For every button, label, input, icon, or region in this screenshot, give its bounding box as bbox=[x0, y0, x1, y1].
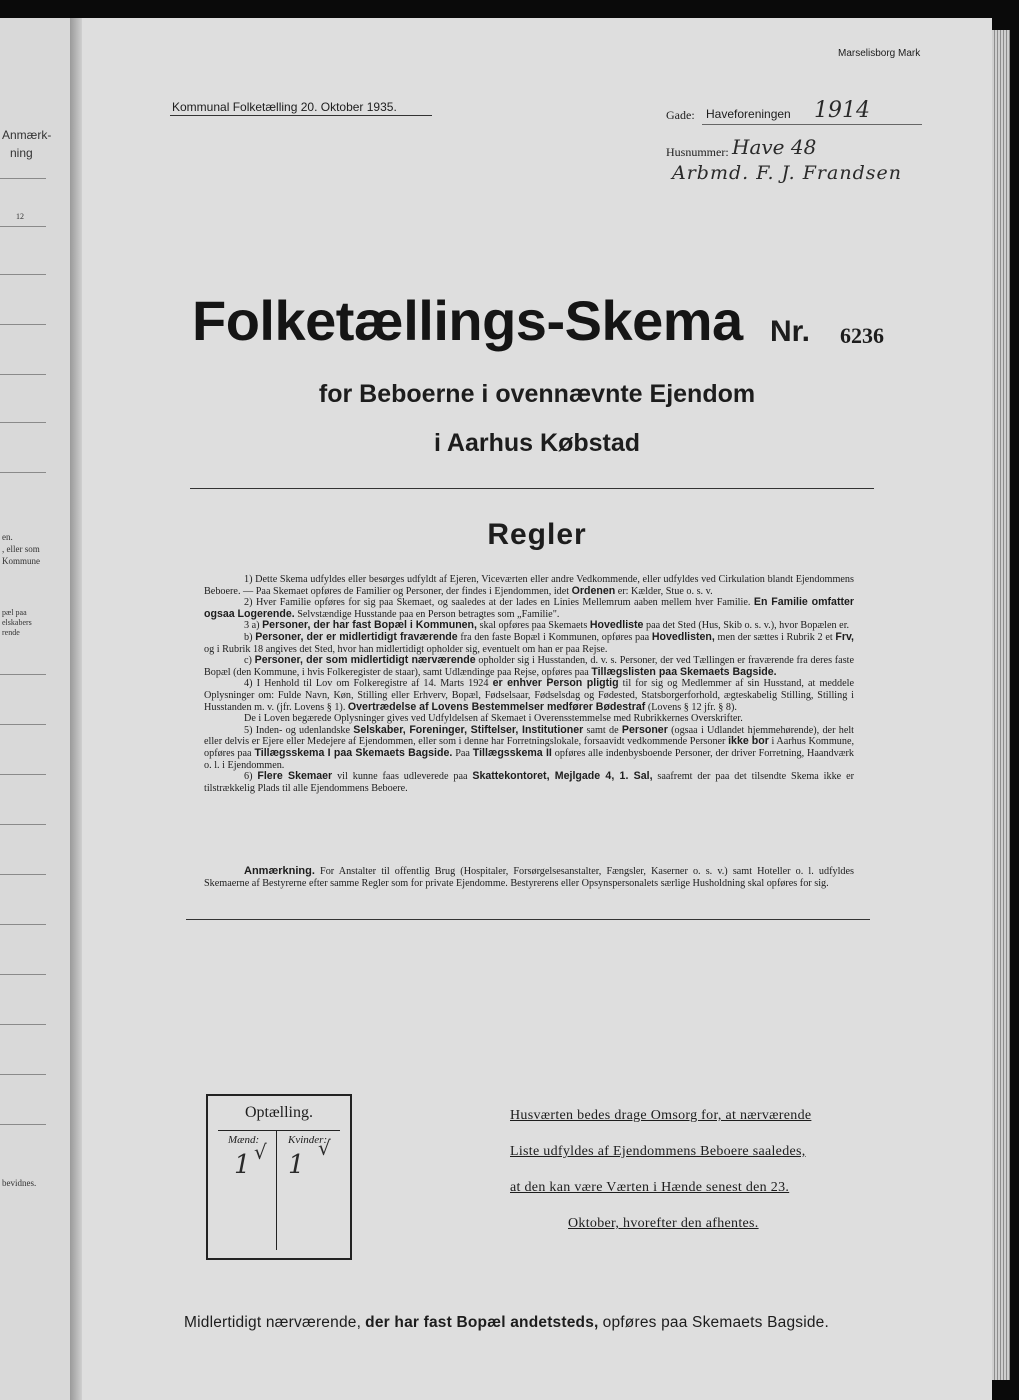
remark-label: Anmærkning. bbox=[244, 865, 315, 877]
census-heading-underline bbox=[170, 115, 432, 116]
district-label: Marselisborg Mark bbox=[838, 48, 921, 59]
footer-part-3: opføres paa Skemaets Bagside. bbox=[602, 1314, 830, 1331]
left-rule bbox=[0, 374, 46, 375]
notice-line-3: at den kan være Værten i Hænde senest den 23. bbox=[510, 1180, 790, 1195]
left-fragment-4: pæl paa bbox=[2, 608, 27, 617]
footer-part-2: der har fast Bopæl andetsteds, bbox=[365, 1314, 599, 1331]
remark-text: For Anstalter til offentlig Brug (Hospitaler, Forsørgelsesanstalter, Fængsler, Kaserner o. s. v.) samt Hoteller o. l. udfyldes Skemaerne af Bestyrerne efter samme Regler som for private Ejendomme. Bestyrerens eller Opsynspersonalets særlige Husholdning skal opføres for sig. bbox=[204, 866, 854, 889]
notice-line-2: Liste udfyldes af Ejendommens Beboere saaledes, bbox=[510, 1144, 806, 1159]
left-fragment-1: en. bbox=[2, 532, 13, 542]
left-anmaerkning-2: ning bbox=[10, 146, 33, 160]
left-rule bbox=[0, 274, 46, 275]
left-rule bbox=[0, 178, 46, 179]
left-page-number: 12 bbox=[16, 212, 24, 221]
left-rule bbox=[0, 226, 46, 227]
form-number: 6236 bbox=[840, 323, 884, 348]
rule-3b: b) Personer, der er midlertidigt fraværende fra den faste Bopæl i Kommunen, opføres paa Hovedlisten, men der sættes i Rubrik 2 et Frv, og i Rubrik 18 angives det Sted, hvor han midlertidigt opholder sig, eventuelt om han er paa Rejse. bbox=[204, 630, 855, 655]
rule-5: 5) Inden- og udenlandske Selskaber, Foreninger, Stiftelser, Institutioner samt de Personer (ogsaa i Udlandet hjemmehørende), der helt eller delvis er Ejere eller Medejere af Ejendommen, eller som i denne har Forretningslokale, forsaavidt vedkommende Personer ikke bor i Aarhus Kommune, opføres paa Tillægsskema I paa Skemaets Bagside. Paa Tillægsskema II opføres alle indenbysboende Personer, der driver Forretning, Haandværk o. l. i Ejendommen. bbox=[204, 723, 855, 771]
form-number-label: Nr. bbox=[770, 315, 811, 348]
left-rule bbox=[0, 924, 46, 925]
form-location: i Aarhus Købstad bbox=[433, 429, 641, 457]
census-form-page bbox=[82, 18, 992, 1400]
left-rule bbox=[0, 1124, 46, 1125]
count-box-divider bbox=[218, 1130, 340, 1131]
footer-note bbox=[184, 1314, 829, 1332]
street-handwritten: 1914 bbox=[814, 98, 870, 123]
left-fragment-3: Kommune bbox=[2, 556, 40, 566]
rule-3c: c) Personer, der som midlertidigt nærværende opholder sig i Husstanden, d. v. s. Personer, der ved Tællingen er fraværende fra deres faste Bopæl (den Kommune, i hvis Folkeregister de staar), samt Udlændinge paa Rejse, opføres paa Tillægslisten paa Skemaets Bagside. bbox=[204, 654, 855, 678]
page-stack-edge bbox=[992, 30, 1010, 1380]
left-fragment-7: bevidnes. bbox=[2, 1178, 37, 1188]
rule-1: 1) Dette Skema udfyldes eller besørges udfyldt af Ejeren, Viceværten eller andre Vedkommende, eller udfyldes ved Cirkulation blandt Ejendommens Beboere. — Paa Skemaet opføres de Familier og Personer, der findes i Ejendommen, idet Ordenen er: Kælder, Stue o. s. v. bbox=[204, 574, 854, 597]
left-rule bbox=[0, 422, 46, 423]
notice-line-1: Husværten bedes drage Omsorg for, at nærværende bbox=[510, 1108, 812, 1123]
rule-4-continued: De i Loven begærede Oplysninger gives ved Udfyldelsen af Skemaet i Overensstemmelse med Rubrikkernes Overskrifter. bbox=[244, 713, 743, 725]
census-heading: Kommunal Folketælling 20. Oktober 1935. bbox=[172, 100, 397, 114]
left-rule bbox=[0, 1024, 46, 1025]
count-box-column-divider bbox=[276, 1130, 277, 1250]
remark-paragraph bbox=[204, 866, 854, 889]
left-fragment-2: , eller som bbox=[2, 544, 40, 554]
rules-heading: Regler bbox=[487, 518, 587, 551]
count-box-title: Optælling. bbox=[244, 1104, 313, 1121]
form-title: Folketællings-Skema bbox=[192, 289, 743, 352]
form-subtitle: for Beboerne i ovennævnte Ejendom bbox=[318, 380, 756, 408]
rule-2: 2) Hver Familie opføres for sig paa Skemaet, og saaledes at der lades en Linies Mellemrum aaben mellem hver Familie. En Familie omfatter ogsaa Logerende. Selvstændige Husstande paa en Person betragtes som „Familie". bbox=[204, 596, 855, 620]
women-label: Kvinder: bbox=[288, 1134, 328, 1146]
rule-4: 4) I Henhold til Lov om Folkeregistre af 14. Marts 1924 er enhver Person pligtig til for sig og Medlemmer af sin Husstand, at meddele Oplysninger om: Fulde Navn, Køn, Stilling eller Erhverv, Bopæl, Fødselsaar, Fødselsdag og Fødested, Statsborgerforhold, ægteskabelig Stilling, Stilling i Husstanden m. v. (jfr. Lovens § 1). Overtrædelse af Lovens Bestemmelser medfører Bødestraf (Lovens § 12 jfr. § 8). bbox=[204, 677, 854, 713]
men-count: 1 bbox=[234, 1150, 251, 1180]
street-value: Haveforeningen bbox=[706, 107, 791, 121]
left-rule bbox=[0, 724, 46, 725]
rules-text bbox=[204, 574, 854, 794]
left-rule bbox=[0, 974, 46, 975]
women-check-mark: √ bbox=[318, 1136, 331, 1160]
women-count: 1 bbox=[288, 1150, 305, 1180]
house-number-handwritten: Have 48 bbox=[732, 135, 817, 159]
left-anmaerkning-1: Anmærk- bbox=[2, 128, 52, 142]
left-rule bbox=[0, 824, 46, 825]
house-number-label: Husnummer: bbox=[666, 145, 729, 159]
book-gutter bbox=[70, 18, 82, 1400]
footer-part-1: Midlertidigt nærværende, bbox=[184, 1314, 362, 1331]
title-divider bbox=[190, 488, 874, 489]
left-rule bbox=[0, 774, 46, 775]
rule-3a: 3 a) Personer, der har fast Bopæl i Kommunen, skal opføres paa Skemaets Hovedliste paa det Sted (Hus, Skib o. s. v.), hvor Bopælen er. bbox=[244, 619, 850, 632]
men-label: Mænd: bbox=[228, 1134, 260, 1146]
notice-line-4: Oktober, hvorefter den afhentes. bbox=[568, 1216, 759, 1231]
rule-6: 6) Flere Skemaer vil kunne faas udleverede paa Skattekontoret, Mejlgade 4, 1. Sal, saafremt der paa det tilsendte Skema ikke er tilstrækkelig Plads til alle Ejendommens Beboere. bbox=[204, 770, 854, 794]
left-rule bbox=[0, 1074, 46, 1075]
left-rule bbox=[0, 324, 46, 325]
left-fragment-5: elskabers bbox=[2, 618, 32, 627]
men-check-mark: √ bbox=[254, 1140, 267, 1164]
left-rule bbox=[0, 472, 46, 473]
left-rule bbox=[0, 674, 46, 675]
remark-divider bbox=[186, 919, 870, 920]
street-label: Gade: bbox=[666, 108, 695, 122]
left-rule bbox=[0, 874, 46, 875]
count-box bbox=[206, 1094, 352, 1260]
owner-handwritten: Arbmd. F. J. Frandsen bbox=[672, 162, 902, 184]
street-line bbox=[702, 124, 922, 125]
previous-page-fragment bbox=[0, 18, 70, 1400]
left-fragment-6: rende bbox=[2, 628, 20, 637]
